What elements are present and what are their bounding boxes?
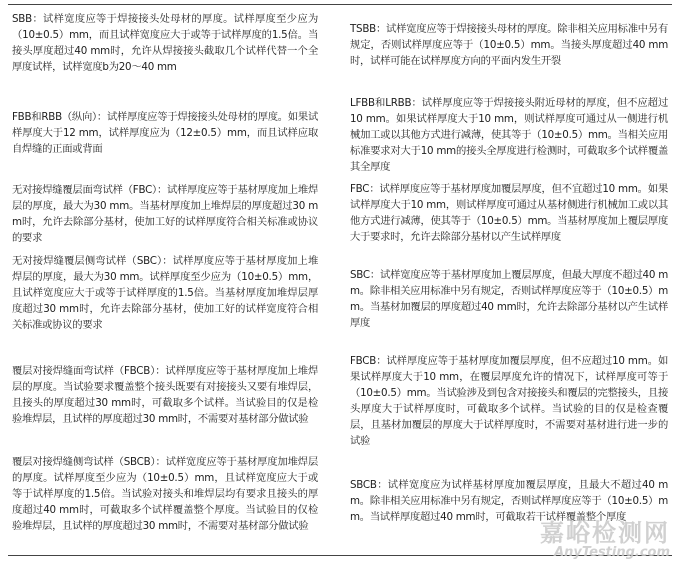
row-5-left-cell: 覆层对接焊缝面弯试样（FBCB）：试样厚度应等于基材厚度加上堆焊层的厚度。当试验要求覆盖整个接头既要有对接接头又要有堆焊层，且接头的厚度超过30 mm时，可截取多个试样。当试验目的仅是检验堆焊层，且试样的厚度超过30 mm时，不需要对基材部分做试验 xyxy=(12,365,318,425)
row-3-left-cell: 无对接焊缝覆层面弯试样（FBC）：试样厚度应等于基材厚度加上堆焊层的厚度，最大为30 mm。当基材厚度加上堆焊层的厚度超过30 mm时，允许去除部分基材，使加工好的试样厚度符合相关标准或协议的要求 xyxy=(12,184,318,244)
row-2-right-cell: LFBB和LRBB：试样厚度应等于焊接接头附近母材的厚度，但不应超过10 mm。如果试样厚度大于10 mm，则试样厚度可通过从一侧进行机械加工或以其他方式进行减薄，使其等于（10±0.5）mm。当相关应用标准要求对大于10 mm的接头全厚度进行检测时，可截取多个试样覆盖其全厚度 xyxy=(350,97,668,173)
row-4-left-cell: 无对接焊缝覆层侧弯试样（SBC）：试样厚度应等于基材厚度加上堆焊层的厚度，最大为30 mm。试样厚度至少应为（10±0.5）mm，且试样宽度应大于或等于试样厚度的1.5倍。当基材厚度加堆焊层厚度超过30 mm时，允许去除部分基材，使加工好的试样宽度符合相关标准或协议的要求 xyxy=(12,255,318,331)
row-1-left-cell: SBB：试样宽度应等于焊接接头处母材的厚度。试样厚度至少应为（10±0.5）mm，而且试样宽度应大于或等于试样厚度的1.5倍。当接头厚度超过40 mm时，允许从焊接接头截取几个试样代替一个全厚度试样，试样宽度b为20～40 mm xyxy=(12,13,318,73)
row-2-left-cell: FBB和RBB（纵向）：试样厚度应等于焊接接头处母材的厚度。如果试样厚度大于12 mm，试样厚度应为（12±0.5）mm，而且试样应取自焊缝的正面或背面 xyxy=(12,111,318,155)
row-6-right-cell: SBCB：试样宽度应为试样基材厚度加覆层厚度，且最大不超过40 mm。除非相关应用标准中另有规定，否则试样厚度应等于（10±0.5）mm。当试样厚度超过40 mm时，可截取若干试样覆盖整个厚度 xyxy=(350,479,668,523)
watermark-chinese: 嘉峪检测网 xyxy=(540,519,670,547)
watermark xyxy=(540,520,670,560)
row-5-right-cell: FBCB：试样厚度应等于基材厚度加覆层厚度，但不应超过10 mm。如果试样厚度大于10 mm，在覆层厚度允许的情况下，试样厚度可等于（10±0.5）mm。当试验涉及到包含对接接头和覆层的完整接头，且接头厚度大于试样厚度时，可截取多个试样。当试验的目的仅是检查覆层，且基材加覆层的厚度大于试样厚度时，不需要对基材进行进一步的试验 xyxy=(350,355,668,447)
row-1-right-cell: TSBB：试样宽度应等于焊接接头母材的厚度。除非相关应用标准中另有规定，否则试样厚度应等于（10±0.5）mm。当接头厚度超过40 mm时，试样可能在试样厚度方向的平面内发生开裂 xyxy=(350,23,668,67)
row-3-right-cell: FBC：试样厚度应等于基材厚度加覆层厚度，但不宜超过10 mm。如果试样厚度大于10 mm，则试样厚度可通过从基材侧进行机械加工或以其他方式进行减薄，使其等于（10±0.5）mm。当基材厚度加上覆层厚度大于要求时，允许去除部分基材以产生试样厚度 xyxy=(350,183,668,243)
watermark-english: AnyTesting.com xyxy=(554,545,670,560)
table-top-rule xyxy=(8,4,672,5)
row-4-right-cell: SBC：试样宽度应等于基材厚度加上覆层厚度，但最大厚度不超过40 mm。除非相关应用标准中另有规定，否则试样厚度应等于（10±0.5）mm。当基材加覆层的厚度超过40 mm时，允许去除部分基材以产生试样厚度 xyxy=(350,269,668,329)
row-6-left-cell: 覆层对接焊缝侧弯试样（SBCB）：试样宽度应等于基材厚度加堆焊层的厚度。试样厚度至少应为（10±0.5）mm，且试样宽度应大于或等于试样厚度的1.5倍。当试验对接头和堆焊层均有要求且接头的厚度超过40 mm时，可截取多个试样覆盖整个厚度。当试验目的仅检验堆焊层，且试样的厚度超过30 mm时，不需要对基材部分做试验 xyxy=(12,456,318,532)
